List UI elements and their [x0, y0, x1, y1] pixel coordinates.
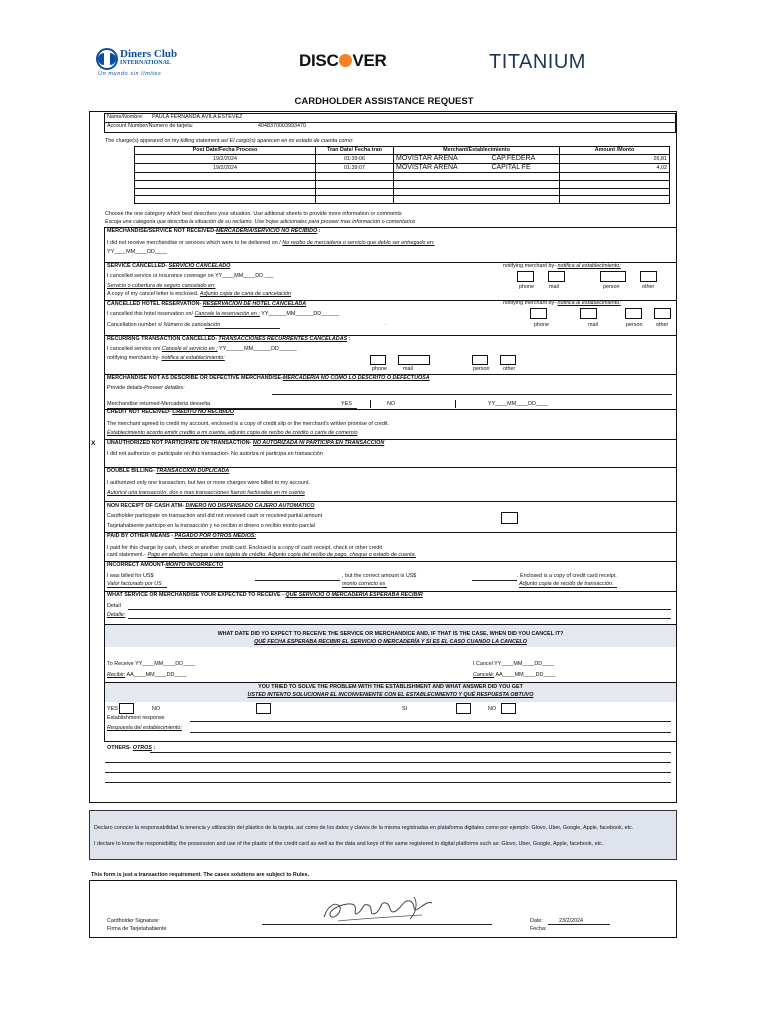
expected-date-question: WHAT DATE DID YO EXPECT TO RECEIVE THE SERVICE OR MERCHANDICE AND, IF THAT IS THE CASE, WHEN DID YOU CANCEL IT? [217, 631, 564, 637]
titanium-logo: TITANIUM [489, 51, 586, 73]
account-number-value: 4048370003993470 [258, 123, 306, 129]
hotel-notify: notifying merchant by- notifica al establecimiento: [503, 300, 621, 306]
section-recurring-title: RECURRING TRANSACTION CANCELLED- TRANSACCIONES RECURRENTES CANCELADAS : [107, 336, 351, 342]
choose-en: Choose the one category which best describes your situation. Use aditional sheets to provide more information or comments [105, 211, 402, 217]
opt-mail: mail [549, 284, 559, 290]
service-cancelled-line1: I cancelled service or insurance coverage on YY____MM____DD ___ [107, 273, 274, 279]
service-cancelled-line2: Servicio o cobertura de seguro cancelado en: [107, 283, 216, 289]
double-billing-line1: I authorized only one transaction, but two or more charges were billed to my account. [107, 480, 310, 486]
diners-brand: Diners Club [120, 48, 178, 60]
atm-line2: Tarjetahabiente participo en la transacción y no recibio el dinero o recibio monto parcial [107, 523, 315, 529]
merchant-cell: MOVISTAR ARENA [394, 163, 490, 172]
correct-amount: , but the correct amount is US$ [342, 573, 417, 579]
enclosed-receipt-es: Adjunto copia de recido de transacción. [519, 581, 614, 587]
cardholder-signature-label-es: Firma de Tarjetahabiente [107, 926, 167, 932]
section-not-as-described-title: MERCHANDISE NOT AS DESCRIBE OR DEFECTIVE MERCHANDISE-MERCADERIA NO COMO LO DESCRITO O DEFECTUOSA [107, 375, 430, 381]
credit-line1: The merchant agreed to credit my account, enclosed is a copy of credit slip or the merchant's written promise of credit. [107, 421, 390, 427]
diners-logo [96, 46, 201, 78]
section-not-received-title: MERCHANDISE/SERVICE NOT RECEIVED-MERCADERIA/SERVICIO NO RECIBIDO : [107, 228, 321, 234]
charges-header-row [135, 147, 670, 155]
unauthorized-line1: I did not authorize or participate on this transaction- No autoriza ni participa en transacción [107, 451, 323, 457]
phone-checkbox[interactable] [530, 308, 547, 319]
not-received-date: YY____MM____DD____ [107, 249, 167, 255]
i-cancel: I Cancel YY____MM____DD____ [473, 661, 555, 667]
hotel-line2: Cancellation number s/ Número de cancelación [107, 322, 221, 328]
returned-date: YY____MM____DD____ [488, 401, 548, 407]
opt-other: other [642, 284, 655, 290]
name-value: PAULA FERNANDA ÁVILA ESTÉVEZ [152, 114, 243, 120]
section-double-billing-title: DOUBLE BILLING- TRANSACCION DUPLICADA [107, 468, 230, 474]
merchant-cell: MOVISTAR ARENA [394, 154, 490, 163]
discover-dot-icon [339, 54, 352, 67]
opt-phone: phone [534, 322, 549, 328]
table-row [135, 173, 670, 181]
double-billing-line2: Autoricé una transacción, dos o mas transacciones fueron facturadas en mi cuenta [107, 490, 305, 496]
table-row [135, 180, 670, 188]
col-amount: Amount /Monto [560, 147, 670, 155]
opt-mail: mail [588, 322, 598, 328]
recurring-line2: notifying merchant by- notifica al establecimiento: [107, 355, 225, 361]
returned-yes: YES [341, 401, 352, 407]
paid-other-line1: I paid for this charge by cash, check or another credit card. Enclosed is a copy of cash receipt, check or other credit [107, 545, 383, 551]
diners-sub: INTERNATIONAL [120, 60, 171, 66]
mail-checkbox[interactable] [548, 271, 565, 282]
tran-date-cell: 01:39:06 [316, 154, 394, 163]
correct-amount-es: monto correcto es [342, 581, 386, 587]
date-label: Date: [530, 918, 543, 924]
returned-yes-box[interactable] [355, 400, 371, 408]
table-row [135, 188, 670, 196]
tried-no: NO [152, 706, 161, 712]
date-value: 23/2/2024 [559, 918, 583, 924]
opt-person: person [626, 322, 643, 328]
form-page: Diners Club INTERNATIONAL Un mundo sin límites DISC VER TITANIUM CARDHOLDER ASSISTANCE REQUEST Name/Nombre: PAULA FERNANDA ÁVILA ESTÉVEZ Account Number/Numero de tarjeta: 4048370003993470 The charge(s) appeared on my billing statement as/ El cargo(s) aparecen en mi estado de cuenta como: Post Date/Fecha Proceso Tran Date/ Fecha tran Merchant/Establecimiento Amount /Monto 19/2/2024 01:39:06 MOVISTAR ARENA CAP.FEDERA 26,81 19/2/2024 01:39:07 MOVISTAR ARENA CAPITAL FE 4,02 Choose the one category which best describes your situation. Use aditional sheets to provide more information or comments Escoja una categoria que describa la situación de su reclamo. Use hojas adicionales para proveer mas informacion o comentarios MERCHANDISE/SERVICE NOT RECEIVED-MERCADERIA/SERVICIO NO RECIBIDO : I did not receive merchandise or services which were to be delivered on / No recibo de mercaderia o servicio que debio ser entregado en: YY____MM____DD____ SERVICE CANCELLED- SERVICIO CANCELADO notifying merchant by- notifica al establecimiento: phone mail person other I cancelled service or insurance coverage on YY____MM____DD ___ Servicio o cobertura de seguro cancelado en: A copy of my cancel letter is enclosed. Adjunto copia de carta de cancelación CANCELLED HOTEL RESERVATION- RESERVACION DE HOTEL CANCELADA notifying merchant by- notifica al establecimiento: phone mail person other I cancelled this hotel reservation on/ Cancele la reservación en ; YY______MM______DD______ Cancellation number s/ Número de cancelación . RECURRING TRANSACTION CANCELLED- TRANSACCIONES RECURRENTES CANCELADAS : I cancelled service on/ Cancele el servicio en ; YY______MM______DD______ notifying merchant by- notifica al establecimiento: phone mail person other MERCHANDISE NOT AS DESCRIBE OR DEFECTIVE MERCHANDISE-MERCADERIA NO COMO LO DESCRITO O DEFECTUOSA Provide details-Proveer detalles: Merchandise returned-Mercaderia devuelta YES NO YY____MM____DD____ CREDIT NOT RECEIVED- CREDITO NO RECIBIDO The merchant agreed to credit my account, enclosed is a copy of credit slip or the merchant's written promise of credit. Establecimiento acordo emitir credito a mi cuenta, adjunto copia de recibo de crédito o carta de comercio X UNAUTHORIZED NOT PARTICIPATE ON TRANSACTION- NO AUTORIZADA NI PARTICIPA EN TRANSACCION I did not authorize or participate on this transaction- No autoriza ni participa en transacción DOUBLE BILLING- TRANSACCION DUPLICADA I authorized only one transaction, but two or more charges were billed to my account. Autoricé una transacción, dos o mas transacciones fueron facturadas en mi cuenta NON RECEIPT OF CASH ATM- DINERO NO DISPENSADO CAJERO AUTOMATICO Cardholder participate on transaction and did not received cash or received partial amount Tarjetahabiente participo en la transacción y no recibio el dinero o recibio monto parcial PAID BY OTHER MEANS - PAGADO POR OTROS MEDIOS: I paid for this charge by cash, check or another credit card. Enclosed is a copy of cash receipt, check or other credit card statement.- Pago en efectivo, cheque u otra tarjeta de crédito. Adjunto copia del recibo de pago, cheque o estado de cuenta. INCORRECT AMOUNT-MONTO INCORRECTO I was billed for US$ Valor facturado por US , but the correct amount is US$ monto correcto es . Enclosed is a copy of credit card receipt. Adjunto copia de recido de transacción. WHAT SERVICE OR MERCHANDISE YOUR EXPECTED TO RECEIVE - QUE SERVICIO O MERCADERIA ESPERABA RECIBIR Detail Detalle: WHAT DATE DID YO EXPECT TO RECEIVE THE SERVICE OR MERCHANDICE AND, IF THAT IS THE CASE, WHEN DID YOU CANCEL IT? QUÉ FECHA ESPERABA RECIBIR EL SERVICIO O MERCADERÍA Y SI ES EL CASO CUANDO LA CANCELO To Receive YY____MM____DD____ Recibir: AA____MM____DD____ I Cancel YY____MM____DD____ Cancelé: AA____MM____DD____ YOU TRIED TO SOLVE THE PROBLEM WITH THE ESTABLISHMENT AND WHAT ANSWER DID YOU GET USTED INTENTO SOLUCIONAR EL INCONVENIENTE CON EL ESTABLECIMIENTO Y QUÉ RESPUESTA OBTUVO YES NO SI NO Establishment response Respuesta del establecimiento: OTHERS- OTROS : Declaro conocer la responsabilidad la tenencia y utilización del plástico de la tarjeta, así como de los datos y claves de la misma registradas en plataforma digitales como por ejemplo: Glovo, Uber, Google, Apple, facebook, etc. I declare to know the responsibility, the possession and use of the plastic of the credit card as well as the data and keys of the same registered in digital platforms such as: Glovo, Uber, Google, Apple, facebook, etc. This form is just a transaction requirement. The cases solutions are subject to Rules. Cardholder Signature: Firma de Tarjetahabiente Date: 23/2/2024 Fecha: [0, 0, 768, 1024]
rules-note: This form is just a transaction requirement. The cases solutions are subject to Rules. [91, 872, 310, 878]
person-checkbox[interactable] [625, 308, 642, 319]
opt-other: other [656, 322, 669, 328]
person-checkbox[interactable] [472, 355, 488, 365]
not-received-line1: I did not receive merchandise or services which were to be delivered on / No recibo de mercaderia o servicio que debio ser entregado en: [107, 240, 435, 246]
amount-cell: 4,02 [560, 163, 670, 172]
declaration-en: I declare to know the responsibility, the possession and use of the plastic of the credit card as well as the data and keys of the same registered in digital platforms such as: Glovo, Uber, Google, Apple, facebook, etc. [94, 841, 604, 847]
expected-date-question-es: QUÉ FECHA ESPERABA RECIBIR EL SERVICIO O MERCADERÍA Y SI ES EL CASO CUANDO LA CANCELO [254, 639, 527, 645]
section-hotel-title: CANCELLED HOTEL RESERVATION- RESERVACION DE HOTEL CANCELADA [107, 301, 307, 307]
phone-checkbox[interactable] [370, 355, 386, 365]
hotel-line1: I cancelled this hotel reservation on/ Cancele la reservación en ; YY______MM______DD______ [107, 311, 340, 317]
declaration-box [89, 810, 677, 860]
charges-intro: The charge(s) appeared on my billing statement as/ El cargo(s) aparecen en mi estado de cuenta como: [105, 138, 354, 144]
cardholder-signature-label: Cardholder Signature: [107, 918, 160, 924]
section-others-title: OTHERS- OTROS : [107, 745, 156, 751]
tried-no2: NO [488, 706, 497, 712]
paid-other-line2: card statement.- Pago en efectivo, cheque u otra tarjeta de crédito. Adjunto copia del recibo de pago, cheque o estado de cuenta. [107, 552, 417, 558]
mail-checkbox[interactable] [398, 355, 430, 365]
page-title: CARDHOLDER ASSISTANCE REQUEST [294, 96, 474, 107]
section-service-cancelled-title: SERVICE CANCELLED- SERVICIO CANCELADO [107, 263, 231, 269]
returned-no-box[interactable] [440, 400, 456, 408]
date-label-es: Fecha: [530, 926, 547, 932]
person-checkbox[interactable] [600, 271, 626, 282]
merchandise-returned: Merchandise returned-Mercaderia devuelta [107, 401, 211, 407]
city-cell: CAPITAL FE [489, 163, 559, 172]
section-expected-title: WHAT SERVICE OR MERCHANDISE YOUR EXPECTED TO RECEIVE - QUE SERVICIO O MERCADERIA ESPERABA RECIBIR [107, 592, 423, 598]
tried-solve-question: YOU TRIED TO SOLVE THE PROBLEM WITH THE ESTABLISHMENT AND WHAT ANSWER DID YOU GET [258, 684, 523, 690]
city-cell: CAP.FEDERA [489, 154, 559, 163]
section-atm-title: NON RECEIPT OF CASH ATM- DINERO NO DISPENSADO CAJERO AUTOMATICO [107, 503, 315, 509]
section-credit-not-received-title: CREDIT NOT RECEIVED- CREDITO NO RECIBIDO [107, 409, 234, 415]
charges-table [134, 146, 670, 204]
tried-si-box[interactable] [456, 703, 471, 714]
col-post-date: Post Date/Fecha Proceso [135, 147, 316, 155]
tran-date-cell: 01:39:07 [316, 163, 394, 172]
col-tran-date: Tran Date/ Fecha tran [316, 147, 394, 155]
atm-checkbox[interactable] [501, 512, 518, 524]
declaration-es: Declaro conocer la responsabilidad la tenencia y utilización del plástico de la tarjeta, así como de los datos y claves de la misma registradas en plataforma digitales como por ejemplo: Glovo, Uber, Google, Apple, facebook, etc. [94, 825, 634, 831]
enclosed-receipt: . Enclosed is a copy of credit card receipt. [517, 573, 617, 579]
section-paid-other-title: PAID BY OTHER MEANS - PAGADO POR OTROS MEDIOS: [107, 533, 257, 539]
tried-no-box[interactable] [256, 703, 271, 714]
signature-image [318, 893, 438, 929]
tried-solve-question-es: USTED INTENTO SOLUCIONAR EL INCONVENIENTE CON EL ESTABLECIMIENTO Y QUÉ RESPUESTA OBTUVO [247, 692, 534, 698]
tried-no2-box[interactable] [501, 703, 516, 714]
tried-si: SI [402, 706, 408, 712]
choose-es: Escoja una categoria que describa la situación de su reclamo. Use hojas adicionales para proveer mas informacion o comentarios [105, 219, 416, 225]
to-receive-es: Recibir: AA____MM____DD____ [107, 672, 187, 678]
table-row [135, 163, 670, 172]
service-cancelled-line3: A copy of my cancel letter is enclosed. Adjunto copia de carta de cancelación [107, 291, 291, 297]
credit-line2: Establecimiento acordo emitir credito a mi cuenta, adjunto copia de recibo de crédito o carta de comercio [107, 430, 358, 436]
opt-person: person [603, 284, 620, 290]
other-checkbox[interactable] [640, 271, 657, 282]
i-cancel-es: Cancelé: AA____MM____DD____ [473, 672, 556, 678]
table-row [135, 154, 670, 163]
other-checkbox[interactable] [500, 355, 516, 365]
post-date-cell: 19/2/2024 [135, 163, 316, 172]
service-cancelled-notify: notifying merchant by- notifica al establecimiento: [503, 263, 621, 269]
diners-mark-icon [96, 48, 118, 70]
opt-person: person [473, 366, 490, 372]
amount-cell: 26,81 [560, 154, 670, 163]
not-as-described-details: Provide details-Proveer detalles: [107, 385, 185, 391]
name-label: Name/Nombre: [107, 114, 144, 120]
col-merchant: Merchant/Establecimiento [394, 147, 560, 155]
section-unauthorized-title: UNAUTHORIZED NOT PARTICIPATE ON TRANSACTION- NO AUTORIZADA NI PARTICIPA EN TRANSACCION [107, 440, 385, 446]
returned-no: NO [387, 401, 396, 407]
opt-phone: phone [519, 284, 534, 290]
detail-label: Detail [107, 603, 121, 609]
tried-yes-box[interactable] [119, 703, 134, 714]
recurring-line1: I cancelled service on/ Cancele el servicio en ; YY______MM______DD______ [107, 346, 297, 352]
diners-tagline: Un mundo sin límites [98, 71, 162, 77]
atm-line1: Cardholder participate on transaction and did not received cash or received partial amount [107, 513, 323, 519]
to-receive: To Receive YY____MM____DD____ [107, 661, 195, 667]
opt-mail: mail [403, 366, 413, 372]
discover-logo: DISC VER [299, 51, 387, 70]
other-checkbox[interactable] [654, 308, 671, 319]
establishment-response-es: Respuesta del establecimiento: [107, 725, 182, 731]
account-number-label: Account Number/Numero de tarjeta: [107, 123, 194, 129]
post-date-cell: 19/2/2024 [135, 154, 316, 163]
detail-label-es: Detalle: [107, 612, 126, 618]
mail-checkbox[interactable] [580, 308, 597, 319]
establishment-response: Establishment response [107, 715, 165, 721]
tried-yes: YES [107, 706, 118, 712]
section-incorrect-amount-title: INCORRECT AMOUNT-MONTO INCORRECTO [107, 562, 224, 568]
unauthorized-mark[interactable]: X [91, 440, 96, 447]
opt-other: other [503, 366, 516, 372]
phone-checkbox[interactable] [517, 271, 534, 282]
table-row [135, 196, 670, 204]
billed-for: I was billed for US$ [107, 573, 154, 579]
opt-phone: phone [372, 366, 387, 372]
billed-for-es: Valor facturado por US [107, 581, 162, 587]
